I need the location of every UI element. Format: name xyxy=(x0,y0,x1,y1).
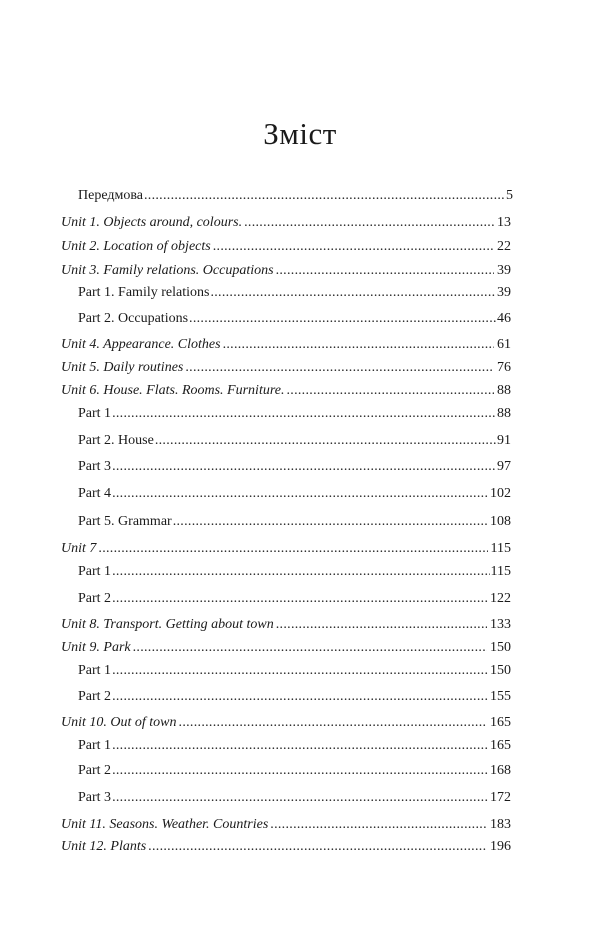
toc-part-entry xyxy=(78,432,511,450)
page-number: 76 xyxy=(497,360,511,375)
page-number: 61 xyxy=(497,337,511,352)
page-number: 133 xyxy=(490,617,511,632)
page-number: 13 xyxy=(497,215,511,230)
page-number: 122 xyxy=(490,591,511,606)
page-number: 88 xyxy=(497,406,511,421)
toc-unit-entry xyxy=(61,639,511,657)
toc-preface-entry xyxy=(78,187,513,205)
dot-leader xyxy=(112,405,496,423)
dot-leader xyxy=(144,187,505,205)
page-number: 165 xyxy=(490,715,511,730)
dot-leader xyxy=(213,238,494,256)
entry-title: Unit 4. Appearance. Clothes xyxy=(61,337,221,352)
page-number: 115 xyxy=(490,541,511,556)
dot-leader xyxy=(112,590,489,608)
dot-leader xyxy=(286,382,494,400)
entry-title: Part 1 xyxy=(78,738,112,753)
toc-unit-entry xyxy=(61,214,511,232)
page-number: 46 xyxy=(497,311,511,326)
toc-unit-entry xyxy=(61,714,511,732)
toc-part-entry xyxy=(78,688,511,706)
toc-part-entry xyxy=(78,737,511,755)
dot-leader xyxy=(112,563,489,581)
entry-title: Part 1. Family relations xyxy=(78,285,210,300)
entry-title: Unit 1. Objects around, colours. xyxy=(61,215,243,230)
entry-title: Unit 7 xyxy=(61,541,97,556)
dot-leader xyxy=(276,616,487,634)
dot-leader xyxy=(112,789,489,807)
page-number: 165 xyxy=(490,738,511,753)
dot-leader xyxy=(244,214,494,232)
dot-leader xyxy=(112,737,489,755)
entry-title: Unit 11. Seasons. Weather. Countries xyxy=(61,817,269,832)
dot-leader xyxy=(148,838,487,856)
entry-title: Part 2 xyxy=(78,591,112,606)
toc-unit-entry xyxy=(61,359,511,377)
entry-title: Part 2. Occupations xyxy=(78,311,189,326)
entry-title: Передмова xyxy=(78,188,143,203)
entry-title: Part 2 xyxy=(78,763,112,778)
dot-leader xyxy=(112,662,489,680)
entry-title: Unit 8. Transport. Getting about town xyxy=(61,617,274,632)
page-number: 22 xyxy=(497,239,511,254)
dot-leader xyxy=(179,714,487,732)
entry-title: Unit 9. Park xyxy=(61,640,131,655)
toc-unit-entry xyxy=(61,540,511,558)
entry-title: Part 1 xyxy=(78,406,112,421)
toc-part-entry xyxy=(78,458,511,476)
page-number: 88 xyxy=(497,383,511,398)
dot-leader xyxy=(185,359,494,377)
toc-unit-entry xyxy=(61,382,511,400)
dot-leader xyxy=(173,513,489,531)
toc-part-entry xyxy=(78,485,511,503)
toc-part-entry xyxy=(78,310,511,328)
toc-part-entry xyxy=(78,405,511,423)
page-number: 5 xyxy=(506,188,513,203)
page-number: 39 xyxy=(497,263,511,278)
entry-title: Unit 5. Daily routines xyxy=(61,360,184,375)
entry-title: Unit 12. Plants xyxy=(61,839,147,854)
page-number: 108 xyxy=(490,514,511,529)
entry-title: Unit 2. Location of objects xyxy=(61,239,211,254)
page-number: 196 xyxy=(490,839,511,854)
page-number: 168 xyxy=(490,763,511,778)
dot-leader xyxy=(112,688,489,706)
toc-unit-entry xyxy=(61,262,511,280)
toc-unit-entry xyxy=(61,238,511,256)
page-number: 115 xyxy=(490,564,511,579)
toc-unit-entry xyxy=(61,336,511,354)
page-number: 39 xyxy=(497,285,511,300)
entry-title: Part 4 xyxy=(78,486,112,501)
page-number: 183 xyxy=(490,817,511,832)
toc-part-entry xyxy=(78,513,511,531)
entry-title: Part 5. Grammar xyxy=(78,514,172,529)
page-number: 172 xyxy=(490,790,511,805)
page-number: 91 xyxy=(497,433,511,448)
entry-title: Part 2 xyxy=(78,689,112,704)
dot-leader xyxy=(210,284,496,302)
dot-leader xyxy=(112,762,489,780)
toc-part-entry xyxy=(78,789,511,807)
entry-title: Part 2. House xyxy=(78,433,154,448)
dot-leader xyxy=(133,639,487,657)
toc-part-entry xyxy=(78,563,511,581)
entry-title: Part 1 xyxy=(78,663,112,678)
toc-part-entry xyxy=(78,284,511,302)
page-number: 150 xyxy=(490,640,511,655)
page-number: 97 xyxy=(497,459,511,474)
toc-part-entry xyxy=(78,762,511,780)
entry-title: Unit 3. Family relations. Occupations xyxy=(61,263,274,278)
toc-part-entry xyxy=(78,590,511,608)
entry-title: Part 1 xyxy=(78,564,112,579)
page-number: 150 xyxy=(490,663,511,678)
dot-leader xyxy=(112,458,496,476)
dot-leader xyxy=(223,336,494,354)
toc-part-entry xyxy=(78,662,511,680)
page-number: 102 xyxy=(490,486,511,501)
dot-leader xyxy=(276,262,494,280)
entry-title: Part 3 xyxy=(78,790,112,805)
toc-unit-entry xyxy=(61,616,511,634)
dot-leader xyxy=(189,310,496,328)
page-title: Зміст xyxy=(263,116,337,151)
page-number: 155 xyxy=(490,689,511,704)
dot-leader xyxy=(98,540,487,558)
dot-leader xyxy=(112,485,489,503)
dot-leader xyxy=(155,432,496,450)
dot-leader xyxy=(270,816,487,834)
toc-unit-entry xyxy=(61,838,511,856)
entry-title: Unit 10. Out of town xyxy=(61,715,177,730)
toc-unit-entry xyxy=(61,816,511,834)
entry-title: Part 3 xyxy=(78,459,112,474)
entry-title: Unit 6. House. Flats. Rooms. Furniture. xyxy=(61,383,285,398)
